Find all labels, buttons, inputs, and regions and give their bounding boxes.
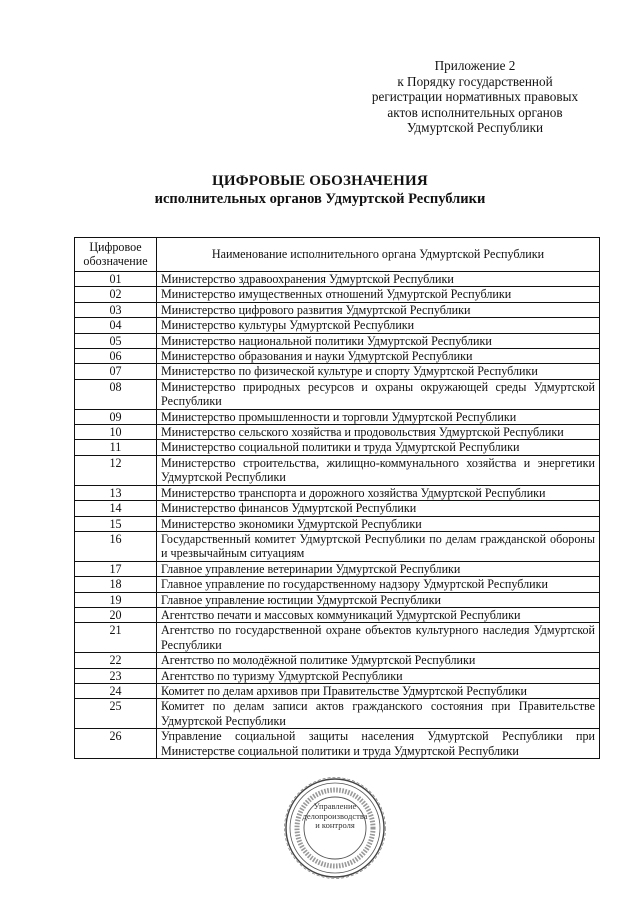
row-name: Министерство промышленности и торговли Удмуртской Республики [157, 409, 600, 424]
row-name: Министерство здравоохранения Удмуртской Республики [157, 272, 600, 287]
row-name: Министерство природных ресурсов и охраны окружающей среды Удмуртской Республики [157, 379, 600, 409]
row-code: 08 [75, 379, 157, 409]
row-code: 03 [75, 302, 157, 317]
table-row [75, 592, 600, 607]
stamp-line: Управление [313, 801, 357, 811]
row-name: Комитет по делам архивов при Правительстве Удмуртской Республики [157, 683, 600, 698]
row-code: 19 [75, 592, 157, 607]
row-name: Агентство по молодёжной политике Удмуртской Республики [157, 653, 600, 668]
row-name: Комитет по делам записи актов гражданского состояния при Правительстве Удмуртской Республики [157, 699, 600, 729]
table-row [75, 577, 600, 592]
document-heading [0, 172, 640, 208]
row-code: 18 [75, 577, 157, 592]
table-row [75, 409, 600, 424]
row-name: Министерство экономики Удмуртской Республики [157, 516, 600, 531]
row-code: 17 [75, 561, 157, 576]
row-name: Министерство транспорта и дорожного хозяйства Удмуртской Республики [157, 485, 600, 500]
appendix-line: регистрации нормативных правовых [371, 89, 579, 104]
row-name: Агентство печати и массовых коммуникаций Удмуртской Республики [157, 607, 600, 622]
row-code: 01 [75, 272, 157, 287]
table-row [75, 653, 600, 668]
row-code: 09 [75, 409, 157, 424]
row-code: 22 [75, 653, 157, 668]
row-name: Главное управление по государственному надзору Удмуртской Республики [157, 577, 600, 592]
row-code: 24 [75, 683, 157, 698]
table-row [75, 425, 600, 440]
codes-table [74, 237, 600, 759]
appendix-block [350, 58, 600, 136]
row-name: Министерство цифрового развития Удмуртской Республики [157, 302, 600, 317]
table-row [75, 455, 600, 485]
table-row [75, 623, 600, 653]
row-code: 16 [75, 531, 157, 561]
table-row [75, 699, 600, 729]
header-code: Цифровое обозначение [75, 238, 157, 272]
appendix-line: актов исполнительных органов [387, 104, 563, 120]
row-name: Министерство образования и науки Удмуртской Республики [157, 349, 600, 364]
table-row [75, 333, 600, 348]
table-header-row [75, 238, 600, 272]
table-row [75, 668, 600, 683]
table-row [75, 561, 600, 576]
row-name: Министерство сельского хозяйства и продовольствия Удмуртской Республики [157, 425, 600, 440]
table-row [75, 607, 600, 622]
row-name: Главное управление юстиции Удмуртской Республики [157, 592, 600, 607]
row-code: 23 [75, 668, 157, 683]
row-code: 20 [75, 607, 157, 622]
row-code: 21 [75, 623, 157, 653]
row-code: 02 [75, 287, 157, 302]
table-row [75, 485, 600, 500]
row-code: 14 [75, 501, 157, 516]
appendix-line: Приложение 2 [434, 58, 516, 73]
table-row [75, 683, 600, 698]
row-code: 11 [75, 440, 157, 455]
row-code: 10 [75, 425, 157, 440]
document-subtitle: исполнительных органов Удмуртской Республики [154, 191, 486, 207]
row-name: Государственный комитет Удмуртской Республики по делам гражданской обороны и чрезвычайным ситуациям [157, 531, 600, 561]
table-row [75, 729, 600, 759]
row-code: 25 [75, 699, 157, 729]
row-code: 13 [75, 485, 157, 500]
row-code: 05 [75, 333, 157, 348]
header-name: Наименование исполнительного органа Удмуртской Республики [157, 238, 600, 272]
table-row [75, 349, 600, 364]
row-name: Управление социальной защиты населения Удмуртской Республики при Министерстве социальной политики и труда Удмуртской Республики [157, 729, 600, 759]
table-row [75, 272, 600, 287]
table-row [75, 318, 600, 333]
row-name: Министерство имущественных отношений Удмуртской Республики [157, 287, 600, 302]
row-name: Агентство по государственной охране объектов культурного наследия Удмуртской Республики [157, 623, 600, 653]
stamp-line: делопроизводства [302, 810, 368, 821]
row-code: 06 [75, 349, 157, 364]
row-name: Агентство по туризму Удмуртской Республики [157, 668, 600, 683]
row-name: Министерство по физической культуре и спорту Удмуртской Республики [157, 364, 600, 379]
table-row [75, 302, 600, 317]
row-name: Министерство социальной политики и труда Удмуртской Республики [157, 440, 600, 455]
row-code: 15 [75, 516, 157, 531]
row-name: Главное управление ветеринарии Удмуртской Республики [157, 561, 600, 576]
table-row [75, 287, 600, 302]
table-row [75, 379, 600, 409]
appendix-line: Удмуртской Республики [406, 120, 544, 135]
row-code: 07 [75, 364, 157, 379]
row-name: Министерство национальной политики Удмуртской Республики [157, 333, 600, 348]
row-code: 04 [75, 318, 157, 333]
table-row [75, 501, 600, 516]
table-row [75, 364, 600, 379]
row-name: Министерство строительства, жилищно-коммунального хозяйства и энергетики Удмуртской Республики [157, 455, 600, 485]
table-row [75, 516, 600, 531]
row-code: 12 [75, 455, 157, 485]
table-row [75, 440, 600, 455]
row-code: 26 [75, 729, 157, 759]
appendix-line: к Порядку государственной [397, 73, 553, 89]
stamp-line: и контроля [315, 820, 355, 830]
row-name: Министерство культуры Удмуртской Республики [157, 318, 600, 333]
table-body [75, 272, 600, 759]
document-title: ЦИФРОВЫЕ ОБОЗНАЧЕНИЯ [212, 173, 428, 189]
table-row [75, 531, 600, 561]
row-name: Министерство финансов Удмуртской Республики [157, 501, 600, 516]
stamp-text [283, 802, 387, 831]
